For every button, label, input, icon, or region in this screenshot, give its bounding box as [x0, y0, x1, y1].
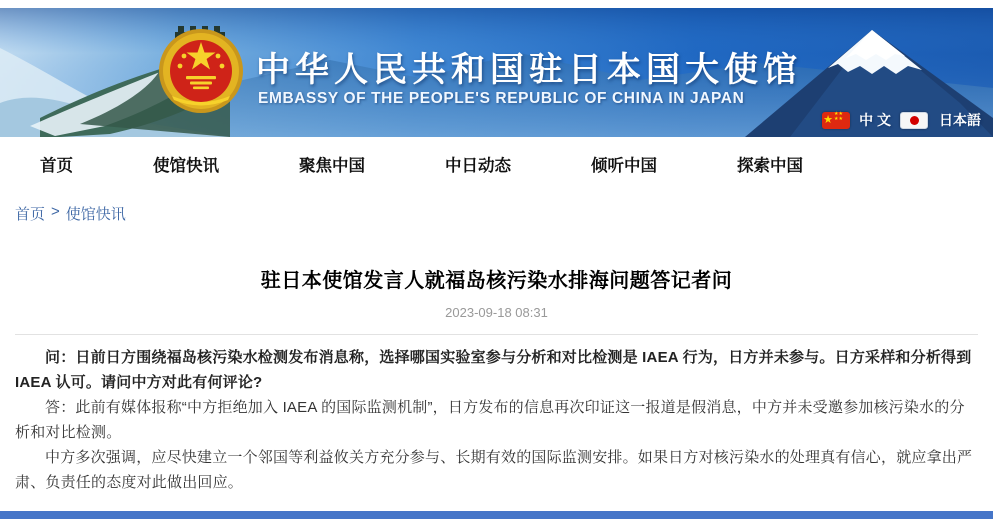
national-emblem-art	[159, 29, 243, 113]
paragraph-question: 问：日前日方围绕福岛核污染水检测发布消息称，选择哪国实验室参与分析和对比检测是 IAEA 行为，日方并未参与。日方采样和分析得到 IAEA 认可。请问中方对此有何评论?	[15, 349, 972, 391]
breadcrumb-home[interactable]: 首页	[15, 206, 46, 223]
paragraph-answer-2: 中方多次强调，应尽快建立一个邻国等利益攸关方充分参与、长期有效的国际监测安排。如果日方对核污染水的处理真有信心，就应拿出严肃、负责任的态度对此做出回应。	[15, 449, 973, 491]
paragraph-answer-1: 答：此前有媒体报称“中方拒绝加入 IAEA 的国际监测机制”，日方发布的信息再次印证这一报道是假消息，中方并未受邀参加核污染水的分析和对比检测。	[15, 399, 965, 441]
nav-item-listen-china[interactable]: 倾听中国	[591, 157, 657, 175]
breadcrumb	[0, 191, 993, 231]
language-switcher	[822, 110, 981, 130]
nav-item-explore-china[interactable]: 探索中国	[737, 157, 803, 175]
article-title: 驻日本使馆发言人就福岛核污染水排海问题答记者问	[260, 270, 733, 292]
header-banner	[0, 8, 993, 137]
embassy-title-en: EMBASSY OF THE PEOPLE'S REPUBLIC OF CHINA IN JAPAN	[258, 90, 745, 107]
article-date: 2023-09-18 08:31	[445, 305, 548, 320]
nav-item-china-japan[interactable]: 中日动态	[445, 157, 511, 175]
lang-chinese-link[interactable]: 中 文	[859, 112, 891, 128]
main-nav	[0, 137, 993, 191]
lang-japanese-link[interactable]: 日本語	[939, 112, 981, 128]
breadcrumb-separator: >	[51, 203, 60, 220]
nav-item-embassy-news[interactable]: 使馆快讯	[153, 157, 219, 175]
title-divider	[15, 334, 978, 335]
article-body	[15, 345, 978, 495]
article	[0, 264, 993, 495]
breadcrumb-current[interactable]: 使馆快讯	[65, 206, 126, 223]
china-flag-icon[interactable]: ★ ★★ ★★	[822, 112, 850, 129]
nav-item-focus-china[interactable]: 聚焦中国	[299, 157, 365, 175]
embassy-title-cn: 中华人民共和国驻日本国大使馆	[256, 51, 802, 89]
nav-item-home[interactable]: 首页	[40, 157, 73, 175]
footer-divider-bar	[0, 511, 993, 519]
japan-flag-icon[interactable]	[900, 112, 928, 129]
